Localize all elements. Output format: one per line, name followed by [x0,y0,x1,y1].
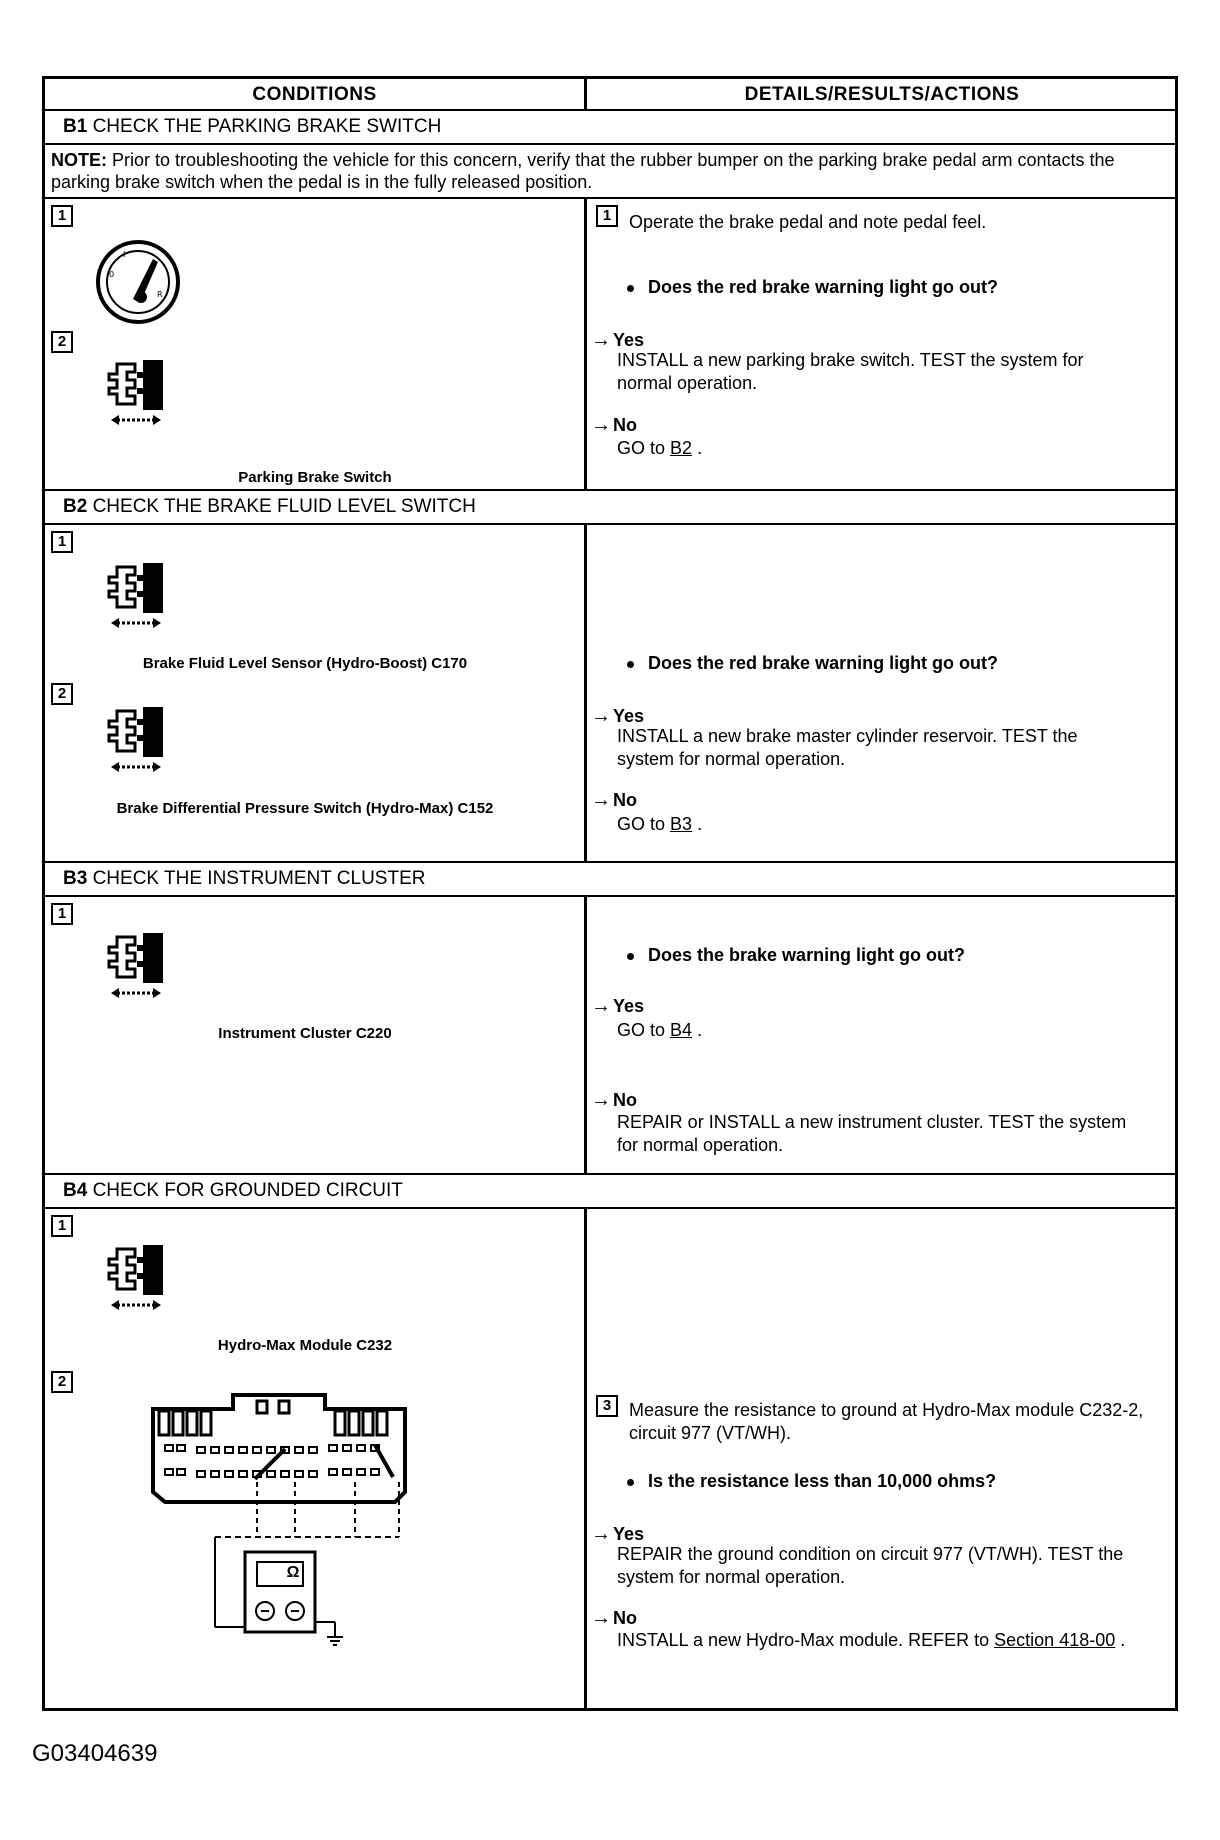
step-number: 1 [51,1215,73,1237]
step-number: 2 [51,1371,73,1393]
question-text: Does the red brake warning light go out? [627,653,998,674]
connector-caption: Hydro-Max Module C232 [217,1337,393,1354]
link-b3[interactable]: B3 [670,814,693,834]
action-text: Measure the resistance to ground at Hydro-Max module C232-2, circuit 977 (VT/WH). [629,1400,1144,1443]
connector-icon [97,701,177,781]
action-text: Operate the brake pedal and note pedal feel. [629,212,987,232]
step-number: 2 [51,683,73,705]
section-title-b3 [45,863,1175,897]
section-content-b1 [45,199,1175,491]
figure-code: G03404639 [32,1740,158,1767]
no-action-text: INSTALL a new Hydro-Max module. REFER to Section 418-00 . [617,1630,1126,1650]
note-text: Prior to troubleshooting the vehicle for this concern, verify that the rubber bumper on the parking brake pedal arm contacts the parking brake switch when the pedal is in the fully released position. [51,150,1115,192]
connector-caption: Brake Differential Pressure Switch (Hydro-Max) C152 [116,800,494,817]
no-action-text: GO to B3 . [617,814,703,834]
header-details: DETAILS/RESULTS/ACTIONS [744,84,1020,105]
link-b2[interactable]: B2 [670,438,693,458]
yes-action-text: INSTALL a new parking brake switch. TEST the system for normal operation. [617,350,1084,393]
column-divider [584,525,587,863]
link-b4[interactable]: B4 [670,1020,693,1040]
section-title: CHECK THE BRAKE FLUID LEVEL SWITCH [92,496,476,517]
yes-action-text: GO to B4 . [617,1020,703,1040]
note-row [45,145,1175,199]
step-number: 1 [51,531,73,553]
yes-action-text: REPAIR the ground condition on circuit 977 (VT/WH). TEST the system for normal operation. [617,1544,1124,1587]
no-action-text: REPAIR or INSTALL a new instrument cluster. TEST the system for normal operation. [617,1112,1127,1155]
no-label: → No [591,789,637,811]
question-text: Is the resistance less than 10,000 ohms? [627,1471,996,1492]
yes-label: → Yes [591,329,645,351]
column-divider [584,199,587,491]
section-content-b3 [45,897,1175,1175]
column-divider [584,79,587,111]
section-title: CHECK THE PARKING BRAKE SWITCH [92,116,442,137]
yes-label: → Yes [591,995,645,1017]
section-code: B3 [63,868,88,889]
note-label: NOTE: [51,150,107,170]
section-title-b4 [45,1175,1175,1209]
svg-text:R: R [157,290,163,299]
section-content-b4 [45,1209,1175,1708]
step-number: 3 [596,1395,618,1417]
section-code: B4 [63,1180,88,1201]
yes-label: → Yes [591,1523,645,1545]
question-text: Does the brake warning light go out? [627,945,965,966]
connector-icon [97,1239,177,1319]
section-content-b2 [45,525,1175,863]
step-number: 1 [51,903,73,925]
section-title: CHECK FOR GROUNDED CIRCUIT [92,1180,403,1201]
step-number: 2 [51,331,73,353]
no-label: → No [591,414,637,436]
module-connector-diagram [145,1387,465,1647]
section-code: B2 [63,496,88,517]
section-title-b2 [45,491,1175,525]
ignition-switch-icon [93,237,183,327]
column-divider [584,897,587,1175]
table-header-row [45,79,1175,111]
connector-icon [97,557,177,637]
section-title: CHECK THE INSTRUMENT CLUSTER [92,868,426,889]
no-label: → No [591,1089,637,1111]
column-divider [584,1209,587,1708]
connector-caption: Instrument Cluster C220 [218,1025,392,1042]
connector-icon [97,927,177,1007]
no-action-text: GO to B2 . [617,438,703,458]
link-section-418-00[interactable]: Section 418-00 [994,1630,1116,1650]
yes-action-text: INSTALL a new brake master cylinder reservoir. TEST the system for normal operation. [617,726,1078,769]
connector-caption: Parking Brake Switch [238,469,392,486]
yes-label: → Yes [591,705,645,727]
step-number: 1 [596,205,618,227]
connector-caption: Brake Fluid Level Sensor (Hydro-Boost) C170 [142,655,468,672]
svg-text:0: 0 [109,270,115,279]
ohm-symbol: Ω [286,1564,300,1581]
svg-text:I: I [123,250,126,259]
question-text: Does the red brake warning light go out? [627,277,998,298]
header-conditions: CONDITIONS [252,84,377,105]
troubleshooting-table [42,76,1178,1711]
section-code: B1 [63,116,88,137]
section-title-b1 [45,111,1175,145]
step-number: 1 [51,205,73,227]
connector-icon [97,354,177,434]
no-label: → No [591,1607,637,1629]
